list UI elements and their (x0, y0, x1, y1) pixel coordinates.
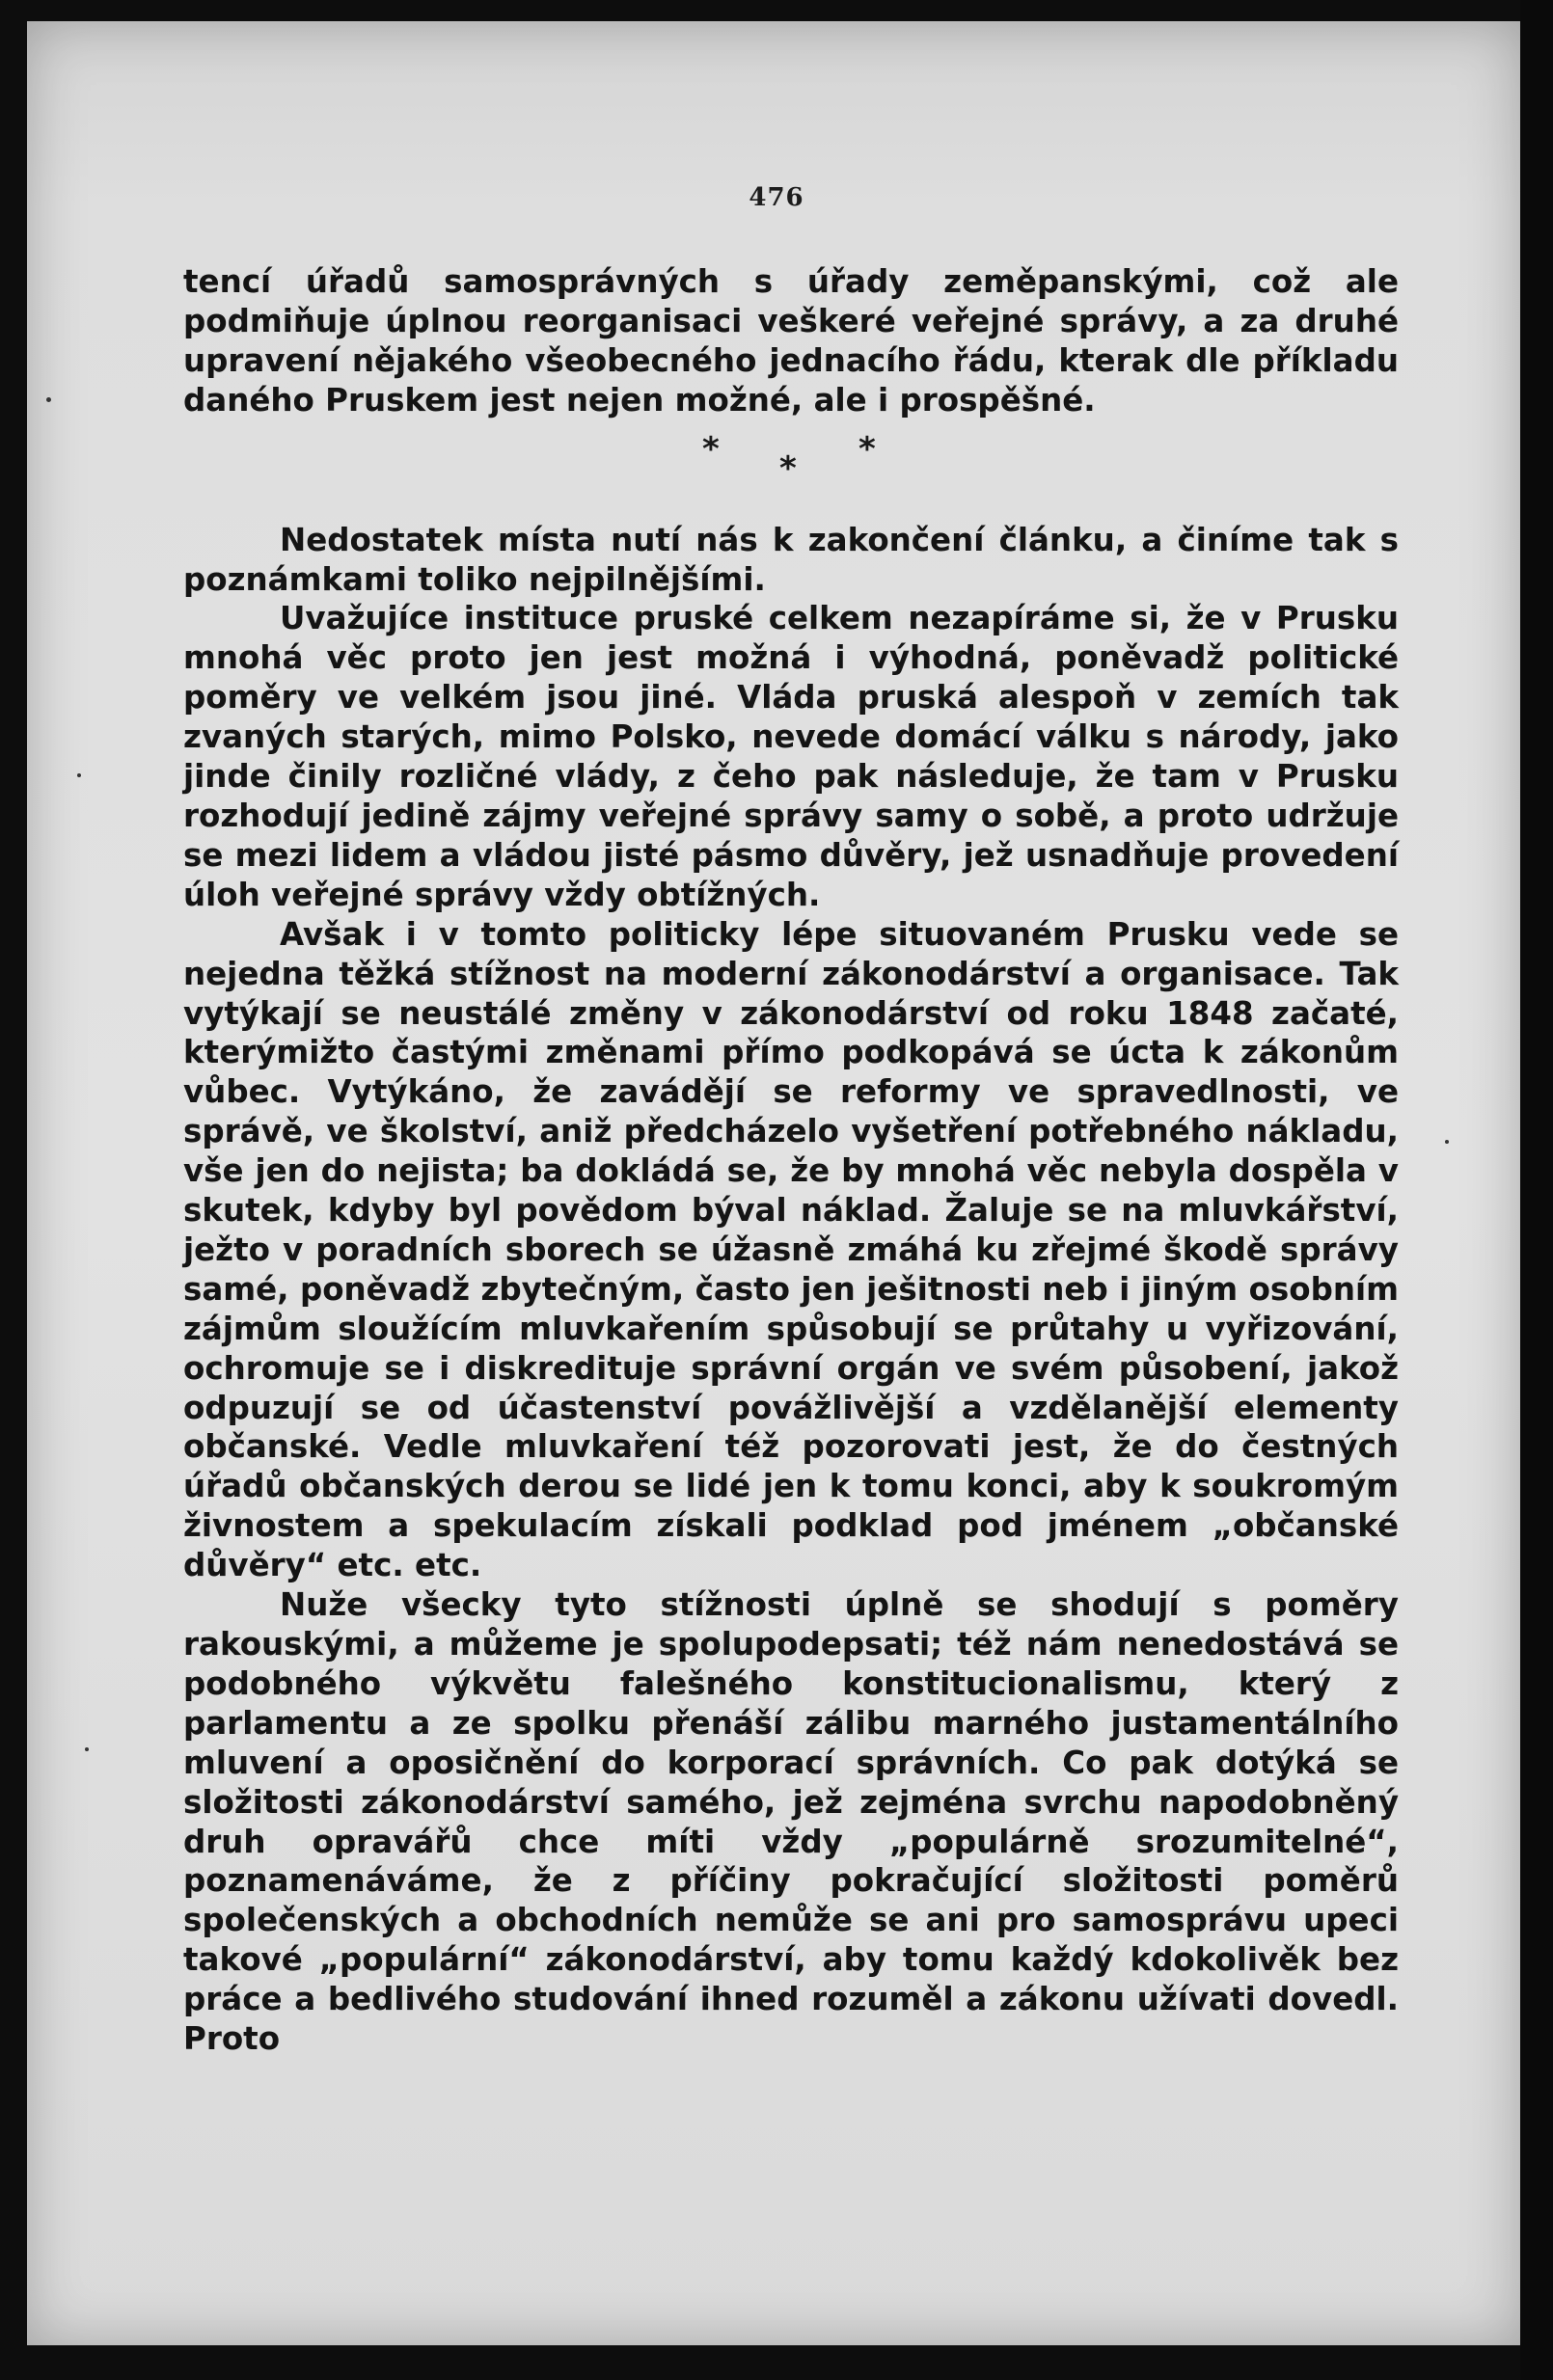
paragraph: Nuže všecky tyto stížnosti úplně se shodují s poměry rakouskými, a můžeme je spolupodepsati; též nám nenedostává se podobného výkvětu falešného konstitucionalismu, který z parlamentu a ze spolku přenáší zálibu marného justamentálního mluvení a oposičnění do korporací správních. Co pak dotýká se složitosti zákonodárství samého, jež zejména svrchu napodobněný druh opravářů chce míti vždy „populárně srozumitelné“, poznamenáváme, že z příčiny pokračující složitosti poměrů společenských a obchodních nemůže se ani pro samosprávu upeci takové „populární“ zákonodárství, aby tomu každý kdokolivěk bez práce a bedlivého studování ihned rozuměl a zákonu užívati dovedl. Proto (183, 1586, 1399, 2058)
section-divider (183, 420, 1399, 521)
scan-border-right (1520, 0, 1553, 2380)
scan-speck (1445, 1140, 1449, 1144)
page-number: 476 (749, 183, 804, 212)
scan-speck (85, 1747, 89, 1751)
paragraph: Avšak i v tomto politicky lépe situovaném Prusku vede se nejedna těžká stížnost na moderní zákonodárství a organisace. Tak vytýkají se neustálé změny v zákonodárství od roku 1848 začaté, kterýmižto častými změnami přímo podkopává se úcta k zákonům vůbec. Vytýkáno, že zavádějí se reformy ve spravedlnosti, ve správě, ve školství, aniž předcházelo vyšetření potřebného nákladu, vše jen do nejista; ba dokládá se, že by mnohá věc nebyla dospěla v skutek, kdyby byl povědom býval náklad. Žaluje se na mluvkářství, ježto v poradních sborech se úžasně zmáhá ku zřejmé škodě správy samé, poněvadž zbytečným, často jen ješitnosti neb i jiným osobním zájmům sloužícím mluvkařením spůsobují se průtahy u vyřizování, ochromuje se i diskredituje správní orgán ve svém působení, jakož odpuzují se od účastenství povážlivější a vzdělanější elementy občanské. Vedle mluvkaření též pozorovati jest, že do čestných úřadů občanských derou se lidé jen k tomu konci, aby k soukromým živnostem a spekulacím získali podklad pod jménem „občanské důvěry“ etc. etc. (183, 915, 1399, 1584)
asterisk-right: * (858, 429, 876, 469)
asterisk-left: * (702, 429, 720, 469)
paragraph: Uvažujíce instituce pruské celkem nezapíráme si, že v Prusku mnohá věc proto jen jest možná i výhodná, poněvadž politické poměry ve velkém jsou jiné. Vláda pruská alespoň v zemích tak zvaných starých, mimo Polsko, nevede domácí válku s národy, jako jinde činily rozličné vlády, z čeho pak následuje, že tam v Prusku rozhodují jedině zájmy veřejné správy samy o sobě, a proto udržuje se mezi lidem a vládou jisté pásmo důvěry, jež usnadňuje provedení úloh veřejné správy vždy obtížných. (183, 600, 1399, 913)
asterisk-middle: * (779, 448, 797, 488)
paragraph-continued: tencí úřadů samosprávných s úřady zeměpanskými, což ale podmiňuje úplnou reorganisaci veškeré veřejné správy, a za druhé upravení nějakého všeobecného jednacího řádu, kterak dle příkladu daného Pruskem jest nejen možné, ale i prospěšné. (183, 263, 1399, 419)
scan-speck (46, 397, 51, 402)
scan-speck (77, 773, 81, 777)
body-text (183, 262, 1399, 2059)
paragraph: Nedostatek místa nutí nás k zakončení článku, a činíme tak s poznámkami toliko nejpilnějšími. (183, 521, 1399, 598)
